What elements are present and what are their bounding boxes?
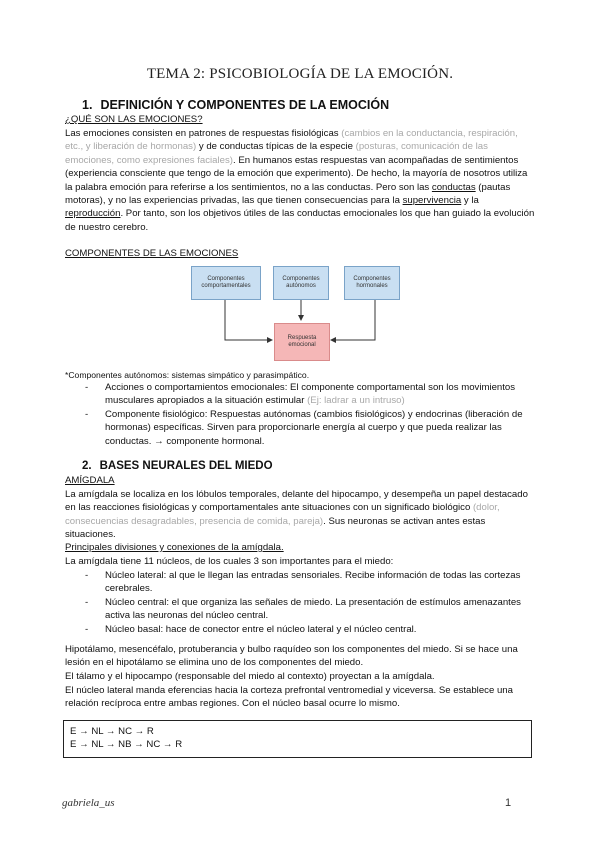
pathway-line: E → NL → NC → R <box>70 726 154 737</box>
list-item-text: Núcleo central: el que organiza las señales de miedo. La presentación de estímulos amenazantes activa las neuronas del núcleo central. <box>105 596 521 622</box>
text-run-underlined: supervivencia <box>402 195 462 207</box>
list-item-text: Componente fisiológico: Respuestas autónomas (cambios fisiológicos) y endocrinas (liberación de hormonas) específicas. Sirven para proporcionarle energía al cuerpo y que pueda realizar las conductas. → componente hormonal. <box>105 408 523 447</box>
text-run: . Por tanto, son los objetivos útiles de las conductas emocionales los que han guiado la evolución de nuestro cerebro. <box>65 208 535 233</box>
text-run: . Sus neuronas se activan antes estas situaciones. <box>65 515 486 541</box>
list-item-text: Núcleo lateral: al que le llegan las entradas sensoriales. Recibe información de todas las cortezas cerebrales. <box>105 570 521 595</box>
list-item-text: Acciones o comportamientos emocionales: El componente comportamental son los movimientos musculares apropiados a la situación estimular <box>105 382 516 407</box>
list-item-text: Núcleo basal: hace de conector entre el núcleo lateral y el núcleo central. <box>105 623 417 635</box>
autonomic-note: *Componentes autónomos: sistemas simpático y parasimpático. <box>65 370 310 380</box>
lateral-nucleus-paragraph: El núcleo lateral manda eferencias hacia la corteza prefrontal ventromedial y viceversa. Se establece una relación recíproca entre ambas regiones. Con el núcleo basal ocurre lo mismo. <box>65 685 513 710</box>
section1-heading-text: DEFINICIÓN Y COMPONENTES DE LA EMOCIÓN <box>100 98 390 112</box>
divisions-heading: Principales divisiones y conexiones de la amígdala. <box>65 542 284 553</box>
text-run-underlined: conductas <box>431 181 476 193</box>
section2-subheading: AMÍGDALA <box>65 475 115 486</box>
box-autonomic: Componentes autónomos <box>273 266 329 300</box>
nuclei-list <box>85 569 540 636</box>
section1-subheading: ¿QUÉ SON LAS EMOCIONES? <box>65 114 203 125</box>
list-item <box>85 623 540 636</box>
pathway-line: E → NL → NB → NC → R <box>70 739 183 751</box>
divisions-intro: La amígdala tiene 11 núcleos, de los cuales 3 son importantes para el miedo: <box>65 556 394 567</box>
list-dash: - <box>85 382 89 393</box>
list-dash: - <box>85 596 89 608</box>
list-item <box>85 569 540 596</box>
text-run-grey: (posturas, comunicación de las emociones, como expresiones faciales) <box>65 141 488 166</box>
list-item <box>85 596 540 623</box>
section2-number: 2. <box>82 460 92 472</box>
section1-number: 1. <box>82 98 93 112</box>
list-dash: - <box>85 570 89 581</box>
list-item <box>85 408 540 448</box>
amygdala-paragraph <box>65 488 535 542</box>
section1-paragraph <box>65 127 535 234</box>
components-heading: COMPONENTES DE LAS EMOCIONES <box>65 248 239 259</box>
section2-heading <box>82 460 273 472</box>
pathways-box <box>63 720 532 758</box>
text-run: . En humanos estas respuestas van acompañadas de sentimientos (experiencia consciente que tengo de la emoción que experimento). De hecho, la mayoría de nosotros utiliza la palabra emoción para referirse a los sentimientos, no a las conductas. Pero son las <box>65 154 528 193</box>
footer-page-number: 1 <box>505 797 512 809</box>
section1-heading <box>82 98 389 112</box>
text-run: La amígdala se localiza en los lóbulos temporales, delante del hipocampo, y desempeña un papel destacado en las reacciones fisiológicas y comportamentales ante situaciones con un significado biológico <box>65 489 528 514</box>
text-run-underlined: reproducción <box>65 208 121 220</box>
components-diagram <box>190 265 400 365</box>
text-run: Las emociones consisten en patrones de respuestas fisiológicas <box>65 128 342 139</box>
list-item-grey: (Ej: ladrar a un intruso) <box>307 395 405 407</box>
box-hormonal: Componentes hormonales <box>344 266 400 300</box>
text-run: (pautas motoras), y no las experiencias privadas, las que tienen consecuencias para la <box>65 181 511 207</box>
box-emotional-response: Respuesta emocional <box>274 323 330 361</box>
text-run-grey: (cambios en la conductancia, respiración, etc., y liberación de hormonas) <box>65 128 518 153</box>
page-title: TEMA 2: PSICOBIOLOGÍA DE LA EMOCIÓN. <box>146 66 454 82</box>
footer-author: gabriela_us <box>62 797 115 809</box>
arrow-hormonal <box>331 299 375 340</box>
components-list <box>85 381 540 448</box>
text-run-grey: (dolor, consecuencias desagradables, presencia de comida, pareja) <box>65 502 500 527</box>
list-item <box>85 381 540 408</box>
section2-heading-text: BASES NEURALES DEL MIEDO <box>99 460 273 472</box>
text-run: y la <box>461 195 479 207</box>
text-run: y de conductas típicas de la especie <box>196 141 356 153</box>
list-dash: - <box>85 408 89 420</box>
list-dash: - <box>85 623 89 635</box>
components-of-fear-paragraph: Hipotálamo, mesencéfalo, protuberancia y bulbo raquídeo son los componentes del miedo. Si se hace una lesión en el hipotálamo se elimina uno de los componentes del miedo. <box>65 644 518 669</box>
thalamus-paragraph: El tálamo y el hipocampo (responsable del miedo al contexto) proyectan a la amígdala. <box>65 671 435 682</box>
box-behavioral: Componentes comportamentales <box>191 266 261 300</box>
arrow-behavioral <box>225 299 272 340</box>
